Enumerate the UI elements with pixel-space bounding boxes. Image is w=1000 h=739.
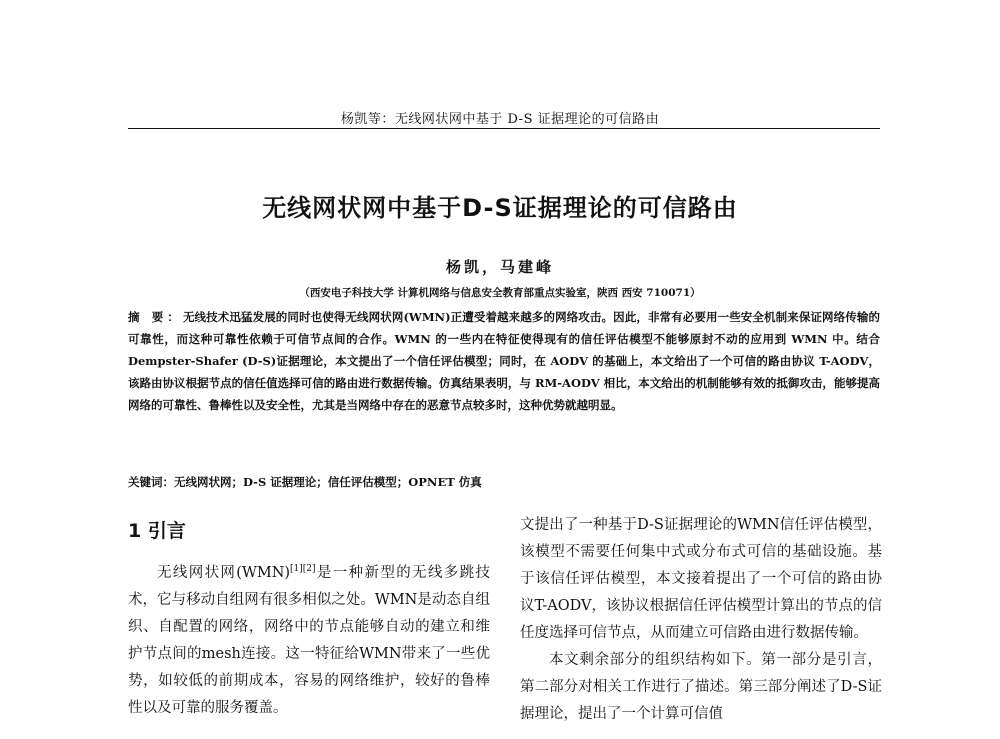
intro-paragraph: [128, 560, 490, 722]
abstract-label: 摘 要：: [128, 310, 183, 324]
right-paragraph-2: 本文剩余部分的组织结构如下。第一部分是引言，第二部分对相关工作进行了描述。第三部分阐述了D-S证据理论，提出了一个计算可信值: [520, 652, 882, 722]
citation: [1][2]: [290, 564, 316, 575]
keywords: [128, 474, 880, 490]
right-paragraph-1: 文提出了一种基于D-S证据理论的WMN信任评估模型，该模型不需要任何集中式或分布式可信的基础设施。基于该信任评估模型，本文接着提出了一个可信的路由协议T-AODV，该协议根据信任评估模型计算出的节点的信任度选择可信节点，从而建立可信路由进行数据传输。: [520, 517, 882, 641]
running-head: 杨凯等：无线网状网中基于 D-S 证据理论的可信路由: [340, 112, 660, 127]
keywords-label: 关键词：: [128, 475, 174, 489]
paper-title: 无线网状网中基于D-S证据理论的可信路由: [262, 194, 738, 222]
keywords-text: 无线网状网；D-S 证据理论；信任评估模型；OPNET 仿真: [174, 475, 482, 489]
section-heading-introduction: 1 引言: [128, 520, 186, 542]
intro-text-rest: 是一种新型的无线多跳技术，它与移动自组网有很多相似之处。WMN是动态自组织、自配置的网络，网络中的节点能够自动的建立和维护节点间的mesh连接。这一特征给WMN带来了一些优势，如较低的前期成本，容易的网络维护，较好的鲁棒性以及可靠的服务覆盖。: [128, 565, 490, 716]
abstract: [128, 306, 880, 416]
affiliation: （西安电子科技大学 计算机网络与信息安全教育部重点实验室，陕西 西安 710071）: [299, 287, 701, 299]
right-column: [520, 512, 882, 728]
intro-text-start: 无线网状网(WMN): [157, 565, 291, 581]
header-rule: [128, 128, 880, 129]
abstract-text: 无线技术迅猛发展的同时也使得无线网状网(WMN)正遭受着越来越多的网络攻击。因此，非常有必要用一些安全机制来保证网络传输的可靠性，而这种可靠性依赖于可信节点间的合作。WMN 的一些内在特征使得现有的信任评估模型不能够原封不动的应用到 WMN 中。结合 Dempster-Shafer (D-S)证据理论，本文提出了一个信任评估模型；同时，在 AODV 的基础上，本文给出了一个可信的路由协议 T-AODV，该路由协议根据节点的信任值选择可信的路由进行数据传输。仿真结果表明，与 RM-AODV 相比，本文给出的机制能够有效的抵御攻击，能够提高网络的可靠性、鲁棒性以及安全性，尤其是当网络中存在的恶意节点较多时，这种优势就越明显。: [128, 310, 880, 412]
left-column: [128, 518, 490, 722]
authors: 杨凯，马建峰: [445, 258, 554, 276]
